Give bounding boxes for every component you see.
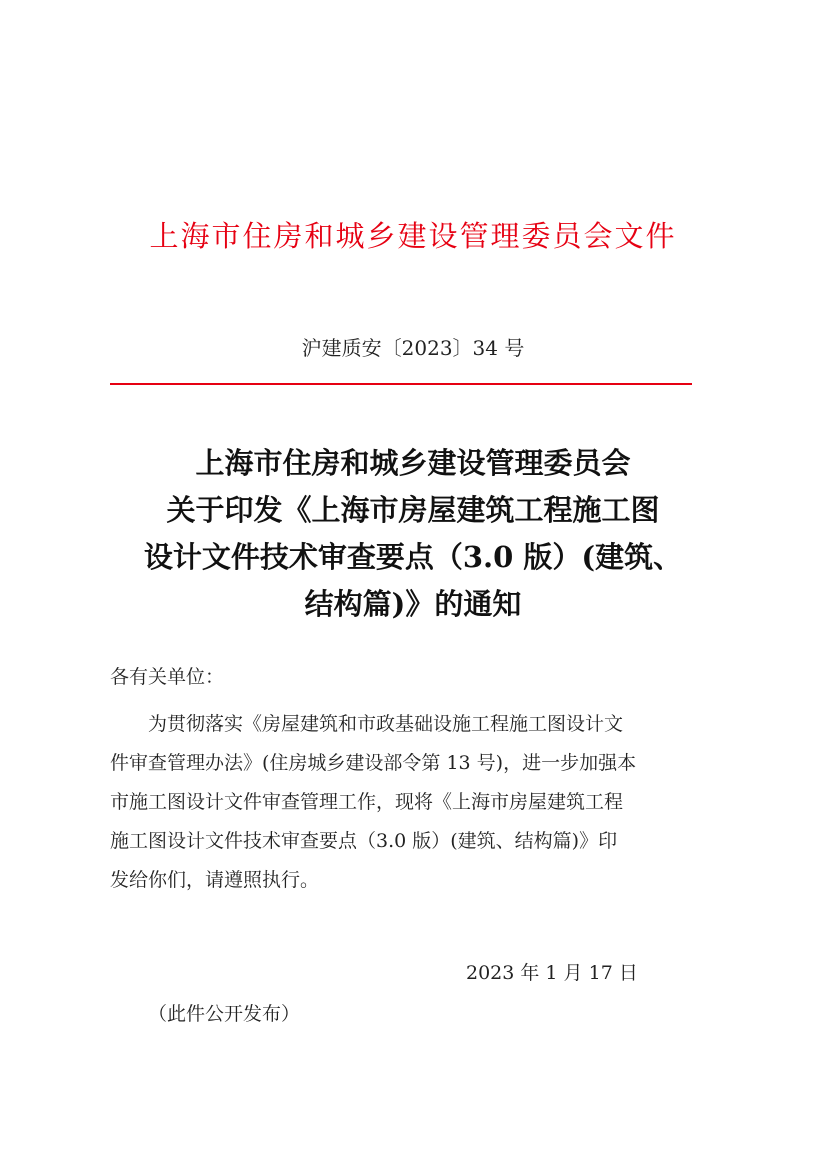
notice-title-line-3: 设计文件技术审查要点（3.0 版）(建筑、 (143, 540, 683, 574)
body-paragraph (110, 705, 714, 900)
document-number: 沪建质安〔2023〕34 号 (301, 336, 525, 360)
red-divider-line (110, 383, 692, 385)
body-line-5: 发给你们，请遵照执行。 (110, 869, 320, 891)
notice-title-line-2: 关于印发《上海市房屋建筑工程施工图 (166, 493, 660, 527)
body-line-3: 市施工图设计文件审查管理工作，现将《上海市房屋建筑工程 (110, 791, 624, 813)
salutation: 各有关单位： (110, 666, 225, 688)
body-line-1: 为贯彻落实《房屋建筑和市政基础设施工程施工图设计文 (148, 713, 624, 735)
issuer-header-title: 上海市住房和城乡建设管理委员会文件 (149, 219, 677, 253)
notice-title-line-1: 上海市住房和城乡建设管理委员会 (195, 446, 631, 480)
notice-title (60, 440, 766, 628)
body-line-2: 件审查管理办法》(住房城乡建设部令第 13 号)，进一步加强本 (110, 752, 637, 774)
notice-title-line-4: 结构篇)》的通知 (304, 587, 522, 621)
issue-date: 2023 年 1 月 17 日 (466, 962, 638, 984)
body-line-4: 施工图设计文件技术审查要点（3.0 版）(建筑、结构篇)》印 (110, 830, 618, 852)
public-release-note: （此件公开发布） (148, 1003, 301, 1025)
